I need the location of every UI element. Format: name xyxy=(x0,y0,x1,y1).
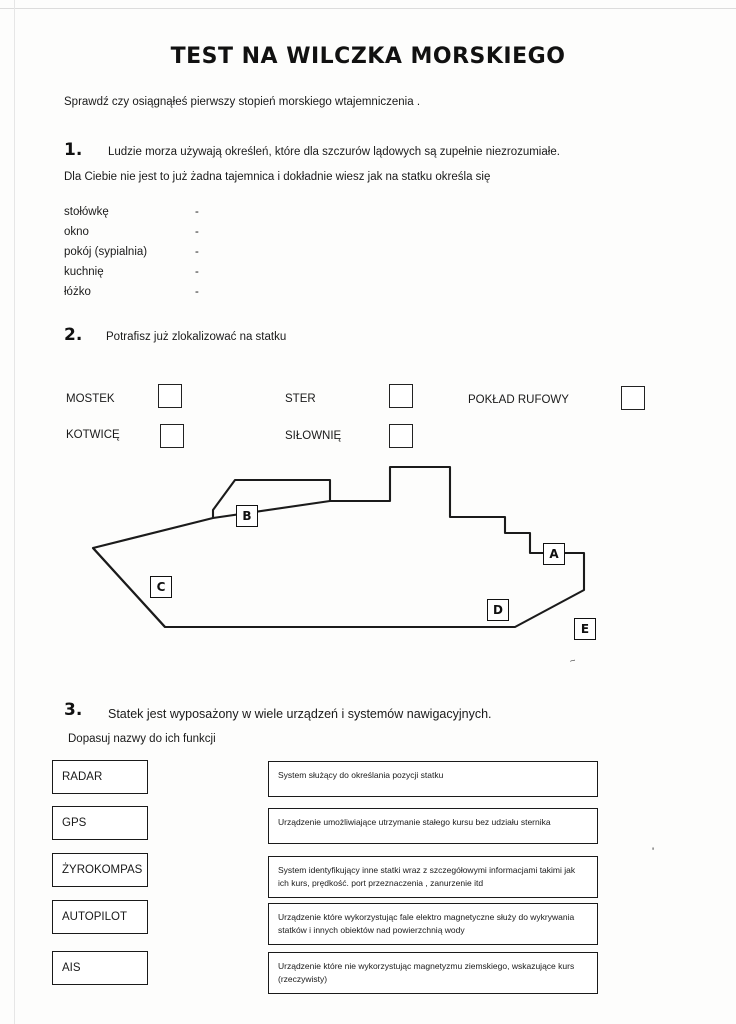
question-3-subtext: Dopasuj nazwy do ich funkcji xyxy=(68,733,216,745)
option-label-poklad-rufowy: POKŁAD RUFOWY xyxy=(468,394,569,406)
option-label-mostek: MOSTEK xyxy=(66,393,115,405)
term-label: łóżko xyxy=(64,286,91,298)
list-item xyxy=(64,206,464,226)
ship-label-e[interactable]: E xyxy=(574,618,596,640)
page-subtitle: Sprawdź czy osiągnąłeś pierwszy stopień morskiego wtajemniczenia . xyxy=(64,96,421,108)
definition-box-3[interactable]: System identyfikujący inne statki wraz z szczegółowymi informacjami takimi jak ich kurs, prędkość. port przeznaczenia , zanurzenie itd xyxy=(268,856,598,898)
question-2-number: 2. xyxy=(64,325,83,345)
stray-ink-mark: ' xyxy=(652,846,655,858)
scan-edge-top xyxy=(0,8,736,9)
list-item xyxy=(64,226,464,246)
list-item xyxy=(64,246,464,266)
checkbox-mostek[interactable] xyxy=(158,384,182,408)
term-box-autopilot[interactable]: AUTOPILOT xyxy=(52,900,148,934)
checkbox-kotwice[interactable] xyxy=(160,424,184,448)
term-dash: - xyxy=(195,246,199,258)
checkbox-poklad-rufowy[interactable] xyxy=(621,386,645,410)
ship-label-b[interactable]: B xyxy=(236,505,258,527)
definition-box-1[interactable]: System służący do określania pozycji statku xyxy=(268,761,598,797)
ship-label-a[interactable]: A xyxy=(543,543,565,565)
term-label: kuchnię xyxy=(64,266,104,278)
list-item xyxy=(64,286,464,306)
term-label: okno xyxy=(64,226,89,238)
term-dash: - xyxy=(195,226,199,238)
scan-edge-left xyxy=(14,0,15,1024)
question-3-text: Statek jest wyposażony w wiele urządzeń i systemów nawigacyjnych. xyxy=(108,707,492,721)
definition-box-5[interactable]: Urządzenie które nie wykorzystując magnetyzmu ziemskiego, wskazujące kurs (rzeczywisty) xyxy=(268,952,598,994)
ship-diagram xyxy=(60,455,680,670)
term-box-gps[interactable]: GPS xyxy=(52,806,148,840)
term-box-zyrokompas[interactable]: ŻYROKOMPAS xyxy=(52,853,148,887)
ship-label-c[interactable]: C xyxy=(150,576,172,598)
checkbox-ster[interactable] xyxy=(389,384,413,408)
ship-label-d[interactable]: D xyxy=(487,599,509,621)
term-dash: - xyxy=(195,266,199,278)
question-1-number: 1. xyxy=(64,140,83,160)
option-label-kotwice: KOTWICĘ xyxy=(66,429,120,441)
term-label: stołówkę xyxy=(64,206,109,218)
question-2-text: Potrafisz już zlokalizować na statku xyxy=(106,331,287,343)
definition-box-4[interactable]: Urządzenie które wykorzystując fale elektro magnetyczne służy do wykrywania statków i innych obiektów nad powierzchnią wody xyxy=(268,903,598,945)
option-label-ster: STER xyxy=(285,393,316,405)
term-label: pokój (sypialnia) xyxy=(64,246,148,258)
term-dash: - xyxy=(195,206,199,218)
page-title: TEST NA WILCZKA MORSKIEGO xyxy=(170,44,566,69)
question-1-terms-list xyxy=(64,206,464,306)
list-item xyxy=(64,266,464,286)
term-box-ais[interactable]: AIS xyxy=(52,951,148,985)
question-3-number: 3. xyxy=(64,700,83,720)
term-box-radar[interactable]: RADAR xyxy=(52,760,148,794)
option-label-silownie: SIŁOWNIĘ xyxy=(285,430,342,442)
term-dash: - xyxy=(195,286,199,298)
checkbox-silownie[interactable] xyxy=(389,424,413,448)
question-1-line-1: Ludzie morza używają określeń, które dla szczurów lądowych są zupełnie niezrozumiałe. xyxy=(108,146,560,158)
definition-box-2[interactable]: Urządzenie umożliwiające utrzymanie stałego kursu bez udziału sternika xyxy=(268,808,598,844)
stray-pen-mark: ~ xyxy=(568,655,578,668)
question-1-line-2: Dla Ciebie nie jest to już żadna tajemnica i dokładnie wiesz jak na statku określa się xyxy=(64,171,491,183)
